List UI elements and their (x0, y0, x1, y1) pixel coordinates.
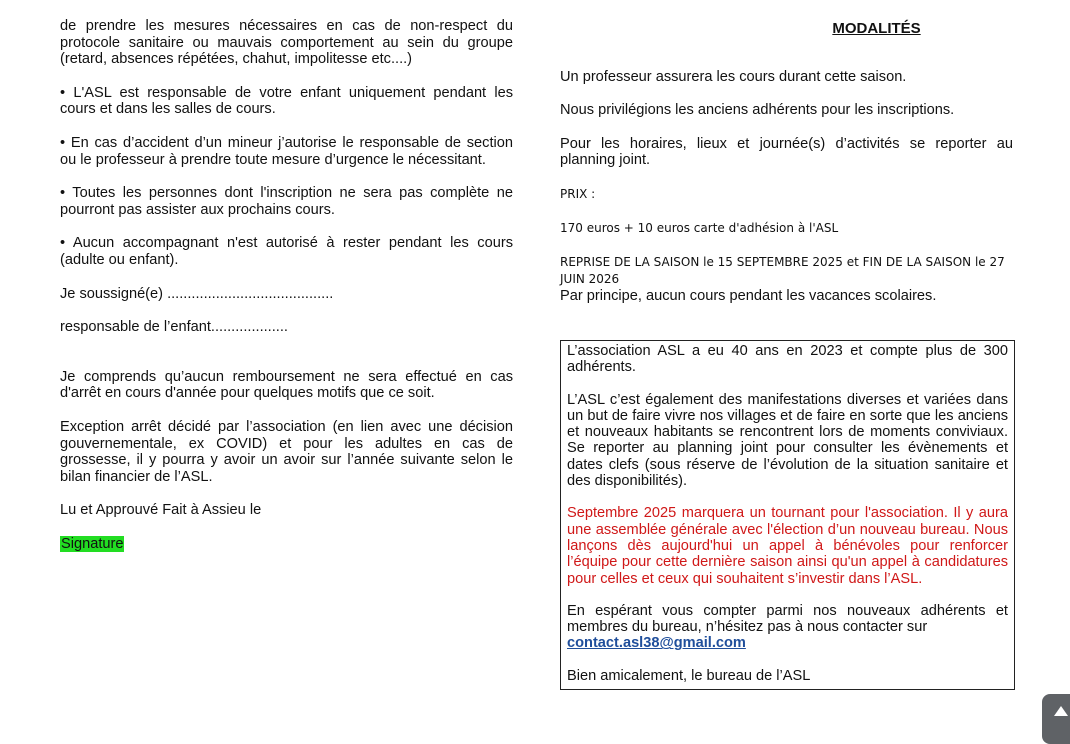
accident-paragraph: • En cas d’accident d’un mineur j’autorise le responsable de section ou le professeur à prendre toute mesure d’urgence le nécessitant. (60, 134, 513, 168)
price-value: 170 euros + 10 euros carte d'adhésion à l'ASL (560, 220, 839, 235)
contact-paragraph (567, 603, 1008, 652)
right-column (560, 18, 1013, 305)
approval-line: Lu et Approuvé Fait à Assieu le (60, 502, 262, 519)
contact-text: En espérant vous compter parmi nos nouveaux adhérents et membres du bureau, n’hésitez pas à nous contacter sur (567, 602, 1008, 636)
accompanying-paragraph: • Aucun accompagnant n'est autorisé à rester pendant les cours (adulte ou enfant). (60, 235, 513, 268)
undersigned-line: Je soussigné(e) ......................................... (60, 285, 334, 302)
price-label: PRIX : (560, 186, 596, 201)
scroll-to-top-button[interactable] (1042, 694, 1070, 744)
arrow-up-icon (1054, 706, 1068, 716)
teacher-paragraph: Un professeur assurera les cours durant cette saison. (560, 68, 907, 85)
signature-line (60, 536, 513, 553)
modalites-heading: MODALITÉS (832, 20, 921, 37)
season-dates: REPRISE DE LA SAISON le 15 SEPTEMBRE 2025 et FIN DE LA SAISON le 27 JUIN 2026 (560, 254, 1005, 286)
general-assembly-paragraph: Septembre 2025 marquera un tournant pour l'association. Il y aura une assemblée générale avec l'élection d’un nouveau bureau. Nous lançons dès aujourd'hui un appel à bénévoles pour renforcer l’équipe pour cette dernière saison ainsi qu'un appel à candidatures pour celles et ceux qui souhaitent s’investir dans l’ASL. (567, 505, 1008, 587)
exception-paragraph: Exception arrêt décidé par l’association (en lien avec une décision gouvernementale, ex COVID) et pour les adultes en cas de grossesse, il y pourra y avoir un avoir sur l’année suivante selon le bilan financier de l’ASL. (60, 418, 513, 485)
closing-line: Bien amicalement, le bureau de l’ASL (567, 667, 811, 684)
signature-label: Signature (61, 535, 124, 552)
left-column (60, 18, 513, 552)
refund-paragraph: Je comprends qu’aucun remboursement ne sera effectué en cas d'arrêt en cours d'année pour quelques motifs que ce soit. (60, 368, 513, 402)
association-info-box (560, 340, 1015, 690)
priority-paragraph: Nous privilégions les anciens adhérents pour les inscriptions. (560, 102, 955, 119)
anniversary-paragraph: L’association ASL a eu 40 ans en 2023 et compte plus de 300 adhérents. (567, 343, 1008, 376)
events-paragraph: L’ASL c’est également des manifestations diverses et variées dans un but de faire vivre nos villages et de faire en sorte que les anciens et nouveaux habitants se rencontrent lors de moments conviviaux. Se reporter au planning joint pour consulter les évènements et dates clefs (sous réserve de l’évolution de la situation sanitaire et des disponibilités). (567, 391, 1008, 490)
protocol-paragraph: de prendre les mesures nécessaires en cas de non-respect du protocole sanitaire ou mauvais comportement au sein du groupe (retard, absences répétées, chahut, impolitesse etc....) (60, 18, 513, 68)
guardian-line: responsable de l’enfant................... (60, 319, 288, 336)
schedule-paragraph: Pour les horaires, lieux et journée(s) d’activités se reporter au planning joint. (560, 135, 1013, 169)
contact-email-link[interactable]: contact.asl38@gmail.com (567, 635, 746, 652)
holidays-paragraph: Par principe, aucun cours pendant les vacances scolaires. (560, 287, 937, 304)
responsibility-paragraph: • L'ASL est responsable de votre enfant uniquement pendant les cours et dans les salles de cours. (60, 84, 513, 118)
registration-paragraph: • Toutes les personnes dont l'inscription ne sera pas complète ne pourront pas assister aux prochains cours. (60, 185, 513, 218)
